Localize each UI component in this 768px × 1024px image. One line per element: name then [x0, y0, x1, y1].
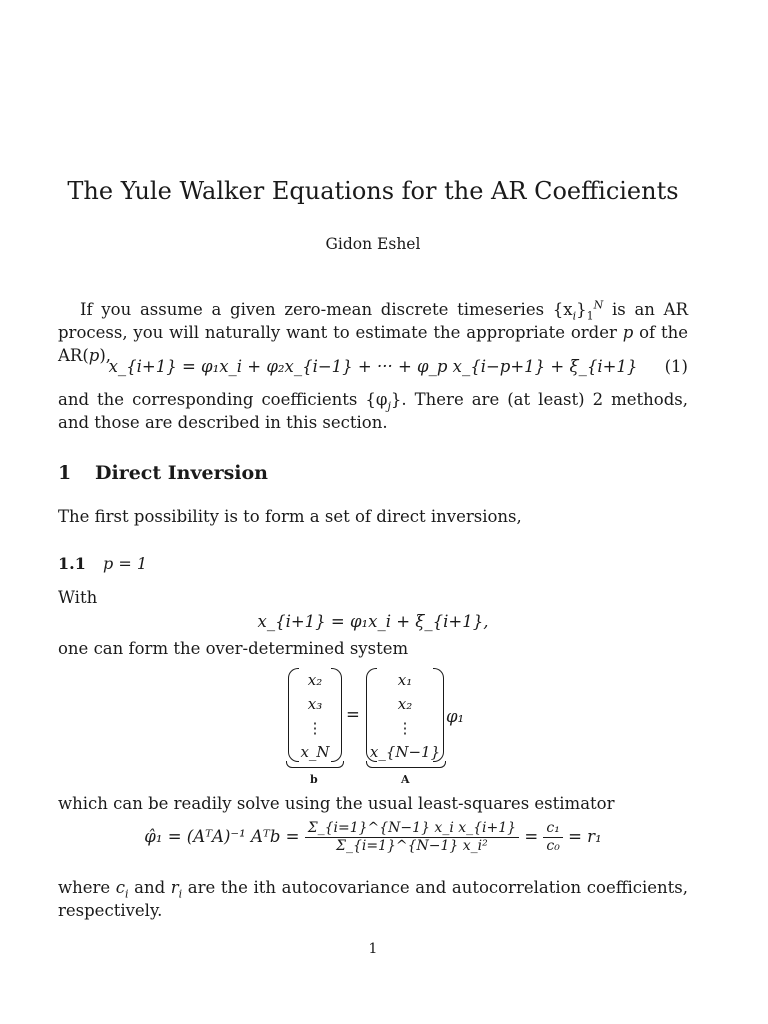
autocov-fraction: $\frac{\text{Σ\_\{i=1\}\textasciicircum{}\{N−1\} x\_i x\_\{i+1\}}}{\text{Σ\_\{i=1\}\textasciicircum{}\{N−1\} x\_i²}}$: [305, 820, 519, 855]
least-squares-text: which can be readily solve using the usual least-squares estimator: [58, 794, 615, 813]
c-ratio: $\frac{\text{c₁}}{\text{c₀}}$: [543, 820, 562, 855]
page-number: 1: [368, 941, 378, 957]
with-text: With: [58, 588, 98, 607]
equals-sign: =: [346, 705, 360, 724]
label-b: b: [310, 773, 318, 786]
subsection-heading-1-1: 1.1 p = 1: [58, 554, 147, 573]
vector-a: x₁ x₂ ⋮ x_{N−1}: [378, 668, 432, 764]
label-a: A: [401, 773, 410, 786]
underbrace-a: [366, 761, 446, 768]
equation-number: (1): [664, 357, 688, 376]
underbrace-b: [286, 761, 344, 768]
phi-1: φ₁: [446, 707, 465, 726]
overdetermined-system: [286, 668, 526, 788]
section-heading-1: 1 Direct Inversion: [58, 462, 268, 484]
vector-b: x₂ x₃ ⋮ x_N: [300, 668, 330, 764]
paper-page: [58, 0, 688, 1024]
paper-title: The Yule Walker Equations for the AR Coefficients: [67, 177, 679, 205]
coefficients-paragraph: and the corresponding coefficients $\{\varphi_j\}$. There are (at least) 2 methods, and those are described in this section.: [58, 390, 688, 432]
author-name: Gidon Eshel: [325, 235, 421, 253]
section-1-text: The first possibility is to form a set of direct inversions,: [58, 507, 522, 526]
estimator-equation: φ̂₁ = (AᵀA)⁻¹ Aᵀb = $\frac{\text{Σ\_\{i=1\}\textasciicircum{}\{N−1\} x\_i x\_\{i+1\}}}{\text{Σ\_\{i=1\}\textasciicircum{}\{N−1\} x\_i²}}$ = $\frac{\text{c₁}}{\text{c₀}}$ = r₁: [144, 820, 602, 854]
overdetermined-text: one can form the over-determined system: [58, 639, 409, 658]
equation-1: x_{i+1} = φ₁x_i + φ₂x_{i−1} + ··· + φ_p x_{i−p+1} + ξ_{i+1} (1): [108, 357, 688, 376]
where-paragraph: where $c_i$ and $r_i$ are the ith autocovariance and autocorrelation coefficients, respectively.: [58, 878, 688, 920]
intro-paragraph: If you assume a given zero-mean discrete timeseries $\{x_i\}_1^N$ is an AR process, you will naturally want to estimate the appropriate order p of the AR(p),: [58, 298, 689, 365]
equation-ar1: x_{i+1} = φ₁x_i + ξ_{i+1},: [257, 612, 489, 631]
